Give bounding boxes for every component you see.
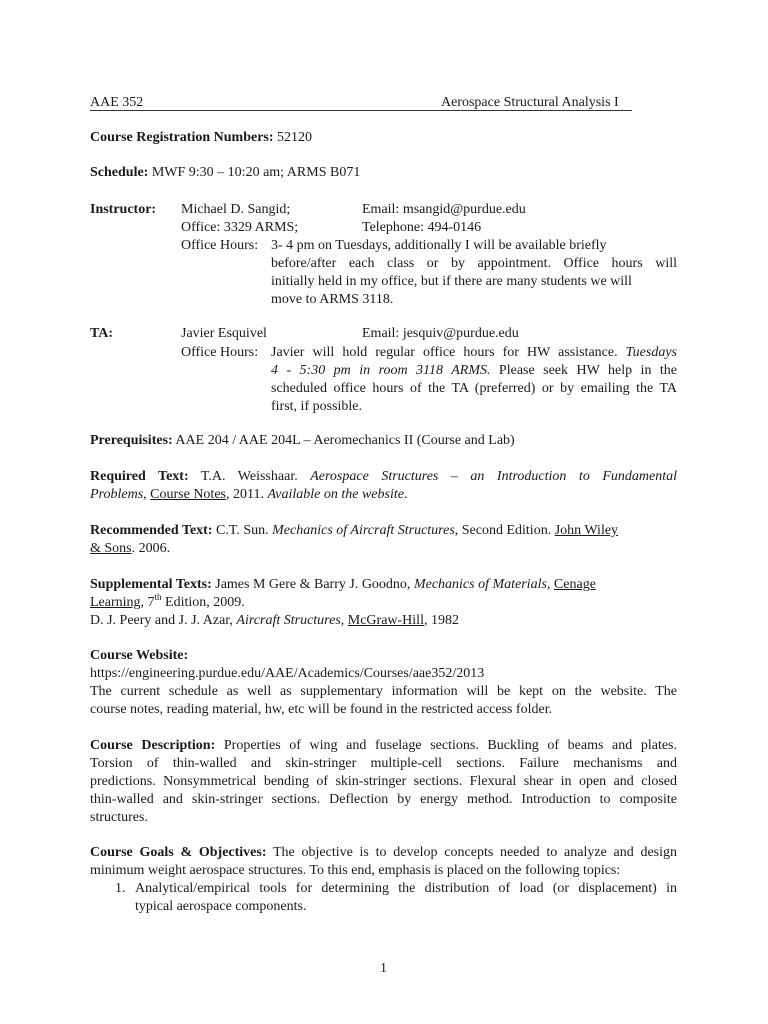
prerequisites-line: [90, 432, 515, 450]
instructor-telephone: Telephone: 494-0146: [362, 220, 482, 235]
header-rule: [90, 110, 632, 111]
goals-line-1: Course Goals & Objectives: The objective is to develop concepts needed to analyze and design: [90, 845, 677, 860]
instructor-hours-line-1: 3- 4 pm on Tuesdays, additionally I will be available briefly: [271, 238, 607, 253]
ta-email: Email: jesquiv@purdue.edu: [362, 326, 519, 341]
ta-hours-line-3: scheduled office hours of the TA (preferred) or by emailing the TA: [271, 381, 677, 396]
schedule-line: [90, 164, 360, 182]
instructor-office: Office: 3329 ARMS;: [181, 220, 299, 235]
registration-line: [90, 129, 312, 147]
page-number: 1: [380, 961, 387, 976]
ta-hours-line-4: first, if possible.: [271, 399, 362, 414]
description-line-1: Course Description: Properties of wing and fuselage sections. Buckling of beams and plates.: [90, 738, 677, 753]
description-line-3: predictions. Nonsymmetrical bending of skin-stringer sections. Flexural shear in open and closed: [90, 774, 677, 789]
instructor-hours-line-4: move to ARMS 3118.: [271, 292, 394, 307]
schedule-value: MWF 9:30 – 10:20 am; ARMS B071: [148, 165, 361, 180]
ta-hours-line-2: 4 - 5:30 pm in room 3118 ARMS. Please seek HW help in the: [271, 363, 677, 378]
website-line-1: The current schedule as well as supplementary information will be kept on the website. The: [90, 684, 677, 699]
schedule-label: Schedule:: [90, 165, 149, 180]
instructor-hours-label: Office Hours:: [181, 238, 259, 253]
cenage-link[interactable]: Cenage: [553, 577, 596, 592]
instructor-hours-line-3: initially held in my office, but if there are many students we will: [271, 274, 632, 289]
course-notes-link[interactable]: Course Notes: [150, 487, 226, 502]
mcgraw-hill-link[interactable]: McGraw-Hill: [347, 613, 424, 628]
ta-hours-line-1: Javier will hold regular office hours for HW assistance. Tuesdays: [271, 345, 677, 360]
recommended-text-line-2: & Sons. 2006.: [90, 541, 171, 556]
required-text-line-1: Required Text: T.A. Weisshaar. Aerospace Structures – an Introduction to Fundamental: [90, 469, 678, 484]
john-wiley-link[interactable]: John Wiley: [554, 523, 619, 538]
prerequisites-value: AAE 204 / AAE 204L – Aeromechanics II (Course and Lab): [172, 433, 515, 448]
learning-link[interactable]: Learning: [90, 595, 141, 610]
prerequisites-label: Prerequisites:: [90, 433, 173, 448]
supplemental-line-2: Learning, 7th Edition, 2009.: [90, 592, 245, 610]
goals-item-line-2: typical aerospace components.: [135, 899, 307, 914]
course-code: AAE 352: [90, 95, 144, 110]
website-url[interactable]: https://engineering.purdue.edu/AAE/Academics/Courses/aae352/2013: [90, 666, 485, 681]
supplemental-line-3: D. J. Peery and J. J. Azar, Aircraft Structures, McGraw-Hill, 1982: [90, 613, 459, 628]
recommended-text-line-1: Recommended Text: C.T. Sun. Mechanics of Aircraft Structures, Second Edition. John Wiley: [90, 523, 619, 538]
ta-label: TA:: [90, 326, 114, 341]
registration-value: 52120: [273, 130, 313, 145]
instructor-label: Instructor:: [90, 202, 157, 217]
instructor-hours-line-2: before/after each class or by appointment. Office hours will: [271, 256, 677, 271]
description-line-4: thin-walled and skin-stringer sections. Deflection by energy method. Introduction to composite: [90, 792, 677, 807]
required-text-line-2: Problems, Course Notes, 2011. Available on the website.: [90, 487, 408, 502]
instructor-name: Michael D. Sangid;: [181, 202, 291, 217]
website-line-2: course notes, reading material, hw, etc will be found in the restricted access folder.: [90, 702, 553, 717]
goals-item-number: 1.: [115, 881, 126, 896]
instructor-email: Email: msangid@purdue.edu: [362, 202, 526, 217]
supplemental-line-1: Supplemental Texts: James M Gere & Barry J. Goodno, Mechanics of Materials, Cenage: [90, 577, 596, 592]
description-line-5: structures.: [90, 810, 148, 825]
sons-link[interactable]: & Sons: [90, 541, 132, 556]
goals-line-2: minimum weight aerospace structures. To this end, emphasis is placed on the following topics:: [90, 863, 621, 878]
ta-hours-label: Office Hours:: [181, 345, 259, 360]
description-line-2: Torsion of thin-walled and skin-stringer multiple-cell sections. Failure mechanisms and: [90, 756, 677, 771]
goals-item-line-1: Analytical/empirical tools for determining the distribution of load (or displacement) in: [135, 881, 677, 896]
ta-name: Javier Esquivel: [181, 326, 267, 341]
course-title: Aerospace Structural Analysis I: [441, 95, 619, 110]
registration-label: Course Registration Numbers:: [90, 130, 274, 145]
website-label: Course Website:: [90, 648, 189, 663]
